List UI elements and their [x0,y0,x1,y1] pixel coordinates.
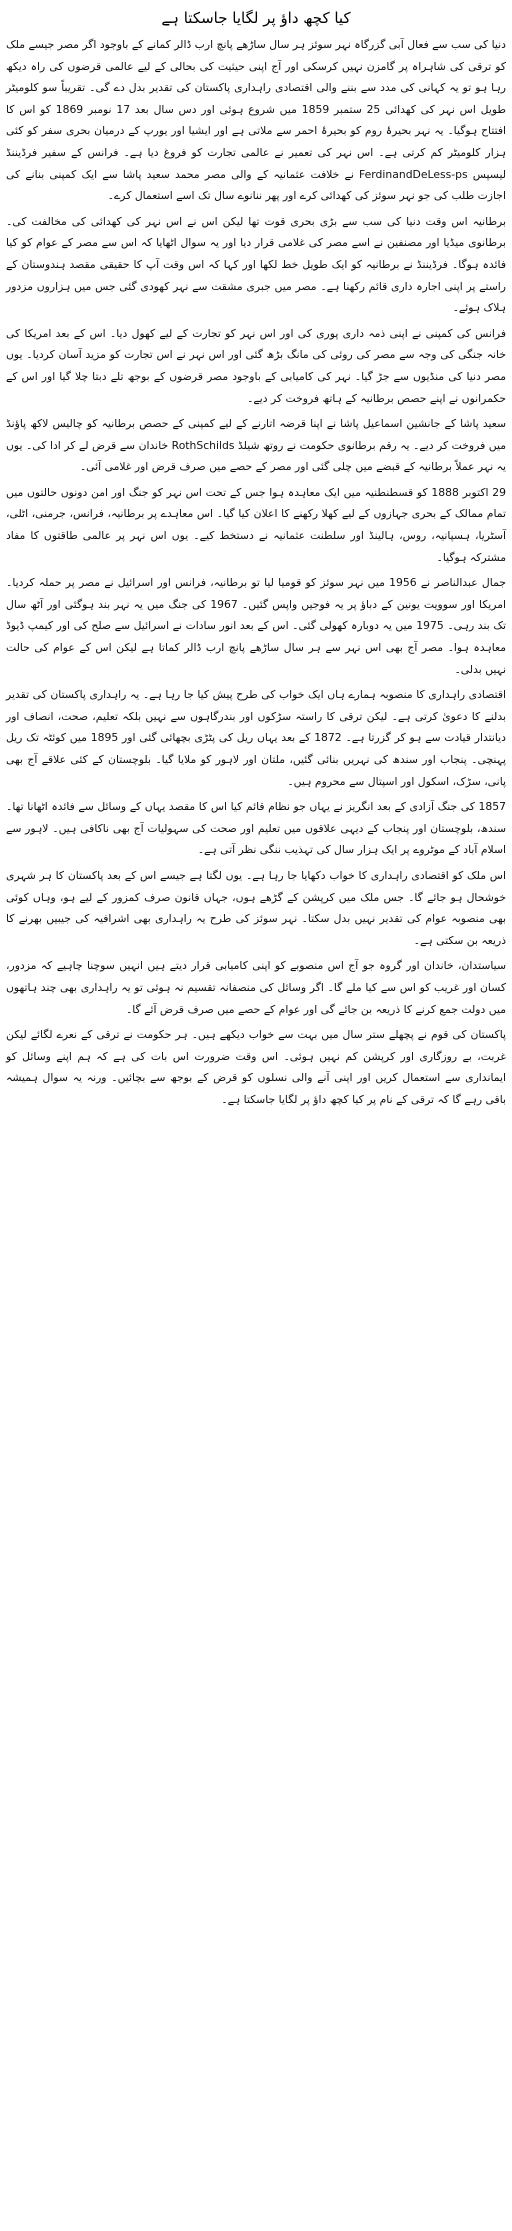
article-paragraph: اس ملک کو اقتصادی راہداری کا خواب دکھایا جا رہا ہے۔ یوں لگتا ہے جیسے اس کے بعد پاکستان کا ہر شہری خوشحال ہو جائے گا۔ جس ملک میں کرپشن کے گڑھے ہوں، جہاں قانون صرف کمزور کے لیے ہو، وہاں کوئی بھی منصوبہ عوام کی تقدیر نہیں بدل سکتا۔ نہر سوئز کی طرح یہ راہداری بھی اشرافیہ کی جیبیں بھرنے کا ذریعہ بن سکتی ہے۔ [6,868,506,947]
article-paragraph: سیاستدان، خاندان اور گروہ جو آج اس منصوبے کو اپنی کامیابی قرار دیتے ہیں انہیں سوچنا چاہیے کہ مزدور، کسان اور غریب کو اس سے کیا ملے گا۔ اگر وسائل کی منصفانہ تقسیم نہ ہوئی تو یہ راہداری بھی چند ہاتھوں میں دولت جمع کرنے کا ذریعہ بن جائے گی اور عوام کے حصے میں صرف قرض آئے گا۔ [6,959,506,1016]
article-paragraph: پاکستان کی قوم نے پچھلے ستر سال میں بہت سے خواب دیکھے ہیں۔ ہر حکومت نے ترقی کے نعرے لگائے لیکن غربت، بے روزگاری اور کرپشن کم نہیں ہوئی۔ اس وقت ضرورت اس بات کی ہے کہ ہم اپنے وسائل کو ایمانداری سے استعمال کریں اور اپنی آنے والی نسلوں کو قرض کے بوجھ سے بچائیں۔ ورنہ یہ سوال ہمیشہ باقی رہے گا کہ ترقی کے نام پر کیا کچھ داؤ پر لگایا جاسکتا ہے۔ [6,1028,506,1106]
article-paragraph: فرانس کی کمپنی نے اپنی ذمہ داری پوری کی اور اس نہر کو تجارت کے لیے کھول دیا۔ اس کے بعد امریکا کی خانہ جنگی کی وجہ سے مصر کی روئی کی مانگ بڑھ گئی اور اس نہر نے اس تجارت کو مزید آسان کردیا۔ یوں مصر دنیا کی منڈیوں سے جڑ گیا۔ نہر کی کامیابی کے باوجود مصر قرضوں کے بوجھ تلے دبتا چلا گیا اور اس کے حکمرانوں نے اپنے حصص برطانیہ کے ہاتھ فروخت کر دیے۔ [6,326,506,405]
article-paragraph: برطانیہ اس وقت دنیا کی سب سے بڑی بحری قوت تھا لیکن اس نے اس نہر کی کھدائی کی مخالفت کی۔ برطانوی میڈیا اور مصنفین نے اسے مصر کی غلامی قرار دیا اور یہ سوال اٹھایا کہ اس سے مصر کے عوام کو کیا فائدہ ہوگا۔ فرڈیننڈ نے برطانیہ کو ایک طویل خط لکھا اور کہا کہ اس وقت آپ کا حقیقی مقصد ہندوستان کے راستے پر اپنی اجارہ داری قائم رکھنا ہے۔ مصر میں جبری مشقت سے نہر کھودی گئی جس میں ہزاروں مزدور ہلاک ہوئے۔ [6,214,506,315]
article-paragraph: اقتصادی راہداری کا منصوبہ ہمارے ہاں ایک خواب کی طرح پیش کیا جا رہا ہے۔ یہ راہداری پاکستان کی تقدیر بدلنے کا دعویٰ کرتی ہے۔ لیکن ترقی کا راستہ سڑکوں اور بندرگاہوں سے نہیں بلکہ تعلیم، صحت، انصاف اور دیانتدار قیادت سے ہو کر گزرتا ہے۔ 1872 کے بعد یہاں ریل کی پٹڑی بچھائی گئی اور 1895 میں کوئٹہ تک ریل پہنچی۔ پنجاب اور سندھ کی نہریں بنائی گئیں، ملتان اور لاہور کو ملایا گیا۔ بلوچستان کے کئی علاقے آج بھی پانی، سڑک، اسکول اور اسپتال سے محروم ہیں۔ [6,688,506,788]
article-paragraph: سعید پاشا کے جانشین اسماعیل پاشا نے اپنا قرضہ اتارنے کے لیے کمپنی کے حصص برطانیہ کو چالیس لاکھ پاؤنڈ میں فروخت کر دیے۔ یہ رقم برطانوی حکومت نے روتھ شیلڈ RothSchilds خاندان سے قرض لے کر ادا کی۔ یوں یہ نہر عملاً برطانیہ کے قبضے میں چلی گئی اور مصر کے حصے میں صرف قرض اور غلامی آئی۔ [6,417,506,474]
article-paragraph: دنیا کی سب سے فعال آبی گزرگاہ نہر سوئز ہر سال ساڑھے پانچ ارب ڈالر کمانے کے باوجود اگر مصر جیسے ملک کو ترقی کی شاہراہ پر گامزن نہیں کرسکی اور آج اپنی حیثیت کی بحالی کے لیے عالمی قرضوں کی راہ دیکھ رہا ہو تو یہ کہانی کی مدد سے بننے والی اقتصادی راہداری پاکستان کی تقدیر بدل دے گی۔ تقریباً سو کلومیٹر طویل اس نہر کی کھدائی 25 ستمبر 1859 میں شروع ہوئی اور دس سال بعد 17 نومبر 1869 کو اس کا افتتاح ہوگیا۔ یہ نہر بحیرۂ روم کو بحیرۂ احمر سے ملاتی ہے اور ایشیا اور یورپ کے درمیان بحری سفر کو کئی ہزار کلومیٹر کم کرتی ہے۔ اس نہر کی تعمیر نے عالمی تجارت کو فروغ دیا ہے۔ فرانس کے سفیر فرڈیننڈ لیسپس FerdinandDeLess-ps نے خلافت عثمانیہ کے والی مصر محمد سعید پاشا سے ایک کمپنی بنانے کی اجازت طلب کی جو نہر سوئز کی کھدائی کرے اور پھر ننانوے سال تک اسے استعمال کرے۔ [6,38,507,203]
article-paragraph: 1857 کی جنگ آزادی کے بعد انگریز نے یہاں جو نظام قائم کیا اس کا مقصد یہاں کے وسائل سے فائدہ اٹھانا تھا۔ سندھ، بلوچستان اور پنجاب کے دیہی علاقوں میں تعلیم اور صحت کی سہولیات آج بھی ناکافی ہیں۔ لاہور سے اسلام آباد کے موٹروے پر ایک ہزار سال کی تہذیب ننگی نظر آتی ہے۔ [6,800,506,857]
article-paragraph: 29 اکتوبر 1888 کو قسطنطنیہ میں ایک معاہدہ ہوا جس کے تحت اس نہر کو جنگ اور امن دونوں حالتوں میں تمام ممالک کے بحری جہازوں کے لیے کھلا رکھنے کا اعلان کیا گیا۔ اس معاہدے پر برطانیہ، فرانس، جرمنی، اٹلی، آسٹریا، ہسپانیہ، روس، ہالینڈ اور سلطنت عثمانیہ نے دستخط کیے۔ یوں اس نہر پر عالمی طاقتوں کا مفاد مشترکہ ہوگیا۔ [6,485,506,564]
article-title: کیا کچھ داؤ پر لگایا جاسکتا ہے [161,9,351,27]
article-paragraph: جمال عبدالناصر نے 1956 میں نہر سوئز کو قومیا لیا تو برطانیہ، فرانس اور اسرائیل نے مصر پر حملہ کردیا۔ امریکا اور سوویت یونین کے دباؤ پر یہ فوجیں واپس گئیں۔ 1967 کی جنگ میں یہ نہر بند ہوگئی اور آٹھ سال تک بند رہی۔ 1975 میں یہ دوبارہ کھولی گئی۔ اس کے بعد انور سادات نے اسرائیل سے صلح کی اور کیمپ ڈیوڈ معاہدہ ہوا۔ مصر آج بھی اس نہر سے ہر سال ساڑھے پانچ ارب ڈالر کماتا ہے لیکن اس کے عوام کی حالت نہیں بدلی۔ [6,576,507,676]
